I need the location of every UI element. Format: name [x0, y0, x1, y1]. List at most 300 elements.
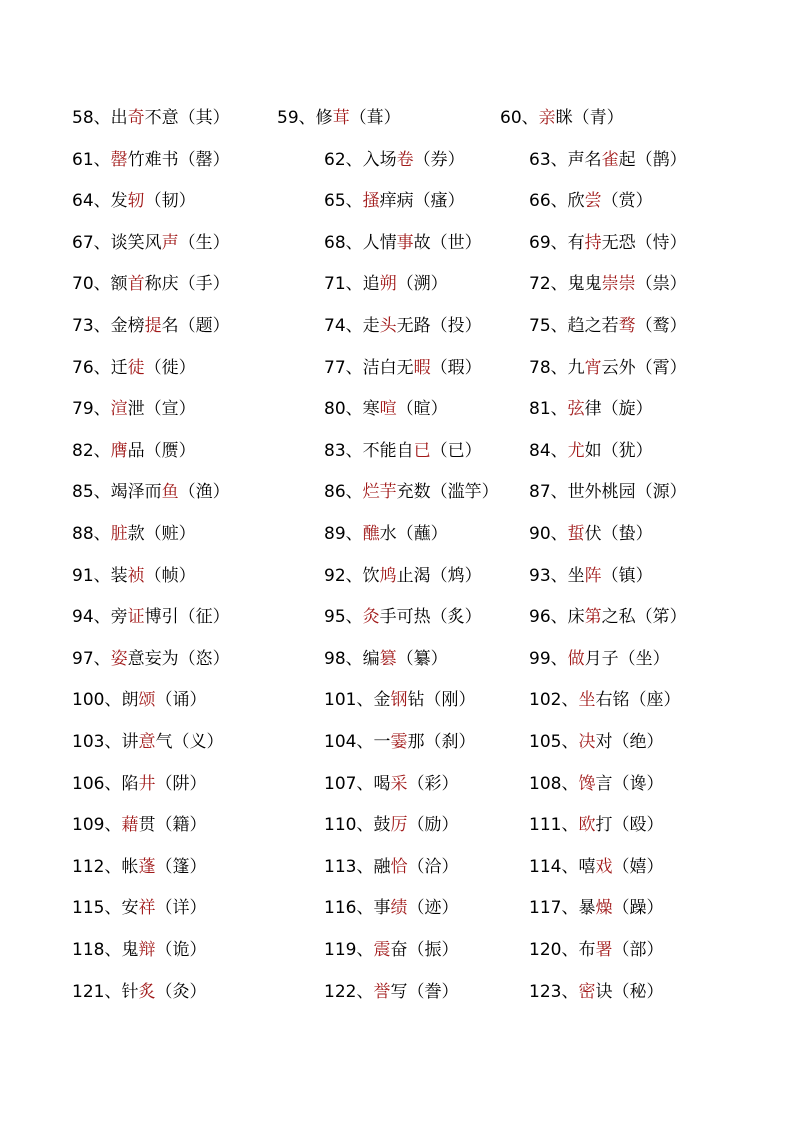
- item-number: 112、: [72, 857, 122, 877]
- item-text: 床: [567, 607, 585, 627]
- list-item: [324, 561, 482, 591]
- item-number: 60、: [500, 108, 539, 128]
- misspelled-char: 誉: [373, 982, 391, 1002]
- item-number: 72、: [529, 274, 568, 294]
- list-item: [72, 769, 206, 799]
- list-item: [72, 103, 230, 133]
- misspelled-char: 井: [138, 774, 156, 794]
- misspelled-char: 姿: [110, 649, 128, 669]
- misspelled-char: 崇崇: [601, 274, 636, 294]
- misspelled-char: 馋: [578, 774, 596, 794]
- list-item: [529, 685, 680, 715]
- entry-row: [0, 519, 794, 549]
- list-item: [324, 353, 482, 383]
- misspelled-char: 证: [127, 607, 145, 627]
- item-number: 122、: [324, 982, 374, 1002]
- item-text: 贯（籍）: [138, 815, 207, 835]
- item-text: （诡）: [155, 940, 207, 960]
- item-number: 104、: [324, 732, 374, 752]
- list-item: [72, 935, 206, 965]
- list-item: [529, 769, 663, 799]
- entry-row: [0, 145, 794, 175]
- list-item: [529, 519, 653, 549]
- misspelled-char: 决: [578, 732, 596, 752]
- list-item: [72, 685, 206, 715]
- item-text: 充数（滥竽）: [396, 482, 499, 502]
- item-number: 94、: [72, 607, 111, 627]
- item-text: （部）: [612, 940, 664, 960]
- item-text: （瑕）: [430, 358, 482, 378]
- misspelled-char: 亲: [538, 108, 556, 128]
- item-text: （镇）: [601, 566, 653, 586]
- item-text: （躁）: [612, 898, 664, 918]
- item-text: （洽）: [407, 857, 459, 877]
- item-text: 装: [110, 566, 128, 586]
- item-text: （彩）: [407, 774, 459, 794]
- list-item: [529, 311, 687, 341]
- item-text: 金: [373, 690, 391, 710]
- misspelled-char: 雀: [601, 150, 619, 170]
- entry-row: [0, 228, 794, 258]
- item-text: （嬉）: [612, 857, 664, 877]
- item-text: 针: [121, 982, 139, 1002]
- list-item: [529, 394, 653, 424]
- list-item: [324, 602, 482, 632]
- item-number: 108、: [529, 774, 579, 794]
- entry-row: [0, 977, 794, 1007]
- item-number: 75、: [529, 316, 568, 336]
- item-text: 鬼: [121, 940, 139, 960]
- item-text: 欣: [567, 191, 585, 211]
- item-text: 有: [567, 233, 585, 253]
- misspelled-char: 膺: [110, 441, 128, 461]
- misspelled-char: 头: [379, 316, 397, 336]
- misspelled-char: 朔: [379, 274, 397, 294]
- item-text: 一: [373, 732, 391, 752]
- list-item: [324, 269, 448, 299]
- item-text: 律（旋）: [584, 399, 653, 419]
- item-text: （生）: [178, 233, 230, 253]
- item-text: 钻（刚）: [407, 690, 476, 710]
- item-text: 月子（坐）: [584, 649, 670, 669]
- misspelled-char: 宵: [584, 358, 602, 378]
- list-item: [72, 644, 230, 674]
- item-text: 故（世）: [413, 233, 482, 253]
- item-text: 气（义）: [155, 732, 224, 752]
- list-item: [324, 436, 482, 466]
- item-text: 嘻: [578, 857, 596, 877]
- item-text: （诵）: [155, 690, 207, 710]
- list-item: [324, 769, 458, 799]
- item-number: 91、: [72, 566, 111, 586]
- item-number: 121、: [72, 982, 122, 1002]
- item-number: 79、: [72, 399, 111, 419]
- item-number: 77、: [324, 358, 363, 378]
- item-text: 发: [110, 191, 128, 211]
- item-number: 103、: [72, 732, 122, 752]
- misspelled-char: 欧: [578, 815, 596, 835]
- item-text: （溯）: [396, 274, 448, 294]
- misspelled-char: 辩: [138, 940, 156, 960]
- item-text: 编: [362, 649, 380, 669]
- item-number: 68、: [324, 233, 363, 253]
- item-number: 107、: [324, 774, 374, 794]
- item-text: 九: [567, 358, 585, 378]
- list-item: [72, 228, 230, 258]
- item-text: 饮: [362, 566, 380, 586]
- item-text: 人情: [362, 233, 397, 253]
- item-number: 92、: [324, 566, 363, 586]
- item-text: 布: [578, 940, 596, 960]
- entry-row: [0, 769, 794, 799]
- item-text: 品（赝）: [127, 441, 196, 461]
- list-item: [529, 602, 687, 632]
- item-text: 手可热（炙）: [379, 607, 482, 627]
- misspelled-char: 尝: [584, 191, 602, 211]
- misspelled-char: 已: [413, 441, 431, 461]
- item-text: 竹难书（罄）: [127, 150, 230, 170]
- list-item: [529, 269, 687, 299]
- misspelled-char: 霎: [390, 732, 408, 752]
- misspelled-char: 篡: [379, 649, 397, 669]
- item-text: 水（蘸）: [379, 524, 448, 544]
- item-number: 101、: [324, 690, 374, 710]
- list-item: [324, 145, 465, 175]
- item-number: 78、: [529, 358, 568, 378]
- item-text: 入场: [362, 150, 397, 170]
- item-text: 洁白无: [362, 358, 414, 378]
- item-text: 之私（笫）: [601, 607, 687, 627]
- misspelled-char: 阵: [584, 566, 602, 586]
- item-text: （灸）: [155, 982, 207, 1002]
- item-text: 博引（征）: [144, 607, 230, 627]
- misspelled-char: 炙: [138, 982, 156, 1002]
- item-number: 61、: [72, 150, 111, 170]
- item-text: 不意（其）: [144, 108, 230, 128]
- item-number: 87、: [529, 482, 568, 502]
- misspelled-char: 祥: [138, 898, 156, 918]
- item-text: 喝: [373, 774, 391, 794]
- misspelled-char: 脏: [110, 524, 128, 544]
- item-text: 暴: [578, 898, 596, 918]
- list-item: [72, 394, 196, 424]
- item-text: 旁: [110, 607, 128, 627]
- misspelled-char: 鸠: [379, 566, 397, 586]
- item-number: 113、: [324, 857, 374, 877]
- item-number: 81、: [529, 399, 568, 419]
- item-number: 118、: [72, 940, 122, 960]
- item-text: 伏（蛰）: [584, 524, 653, 544]
- item-number: 100、: [72, 690, 122, 710]
- misspelled-char: 罄: [110, 150, 128, 170]
- misspelled-char: 搔: [362, 191, 380, 211]
- entry-row: [0, 269, 794, 299]
- item-text: （迹）: [407, 898, 459, 918]
- misspelled-char: 绩: [390, 898, 408, 918]
- misspelled-char: 喧: [379, 399, 397, 419]
- misspelled-char: 提: [144, 316, 162, 336]
- item-text: 朗: [121, 690, 139, 710]
- misspelled-char: 烂芋: [362, 482, 397, 502]
- misspelled-char: 渲: [110, 399, 128, 419]
- item-number: 80、: [324, 399, 363, 419]
- list-item: [529, 145, 687, 175]
- misspelled-char: 厉: [390, 815, 408, 835]
- misspelled-char: 事: [396, 233, 414, 253]
- item-text: 竭泽而: [110, 482, 162, 502]
- item-number: 70、: [72, 274, 111, 294]
- item-number: 96、: [529, 607, 568, 627]
- misspelled-char: 奇: [127, 108, 145, 128]
- item-text: 声名: [567, 150, 602, 170]
- entry-row: [0, 394, 794, 424]
- list-item: [72, 810, 206, 840]
- misspelled-char: 密: [578, 982, 596, 1002]
- entry-row: [0, 186, 794, 216]
- item-text: 事: [373, 898, 391, 918]
- item-number: 67、: [72, 233, 111, 253]
- item-text: （韧）: [144, 191, 196, 211]
- misspelled-char: 意: [138, 732, 156, 752]
- list-item: [324, 810, 458, 840]
- item-text: （券）: [413, 150, 465, 170]
- item-text: 走: [362, 316, 380, 336]
- item-text: 鬼鬼: [567, 274, 602, 294]
- list-item: [72, 436, 196, 466]
- misspelled-char: 醮: [362, 524, 380, 544]
- item-text: 不能自: [362, 441, 414, 461]
- list-item: [72, 561, 196, 591]
- misspelled-char: 弦: [567, 399, 585, 419]
- list-item: [72, 269, 230, 299]
- entry-row: [0, 893, 794, 923]
- list-item: [72, 477, 230, 507]
- item-number: 95、: [324, 607, 363, 627]
- misspelled-char: 暇: [413, 358, 431, 378]
- list-item: [72, 353, 196, 383]
- item-number: 86、: [324, 482, 363, 502]
- item-text: 金榜: [110, 316, 145, 336]
- item-text: 额: [110, 274, 128, 294]
- item-text: 帐: [121, 857, 139, 877]
- misspelled-char: 颂: [138, 690, 156, 710]
- item-text: 如（犹）: [584, 441, 653, 461]
- list-item: [324, 727, 475, 757]
- item-number: 83、: [324, 441, 363, 461]
- item-text: 言（谗）: [595, 774, 664, 794]
- item-number: 74、: [324, 316, 363, 336]
- entry-row: [0, 602, 794, 632]
- list-item: [529, 353, 687, 383]
- misspelled-char: 卷: [396, 150, 414, 170]
- list-item: [529, 893, 663, 923]
- list-item: [324, 394, 448, 424]
- list-item: [529, 935, 663, 965]
- misspelled-char: 藉: [121, 815, 139, 835]
- list-item: [529, 977, 663, 1007]
- item-text: （励）: [407, 815, 459, 835]
- item-text: （赏）: [601, 191, 653, 211]
- list-item: [72, 727, 223, 757]
- list-item: [529, 852, 663, 882]
- list-item: [529, 727, 663, 757]
- item-text: 坐: [567, 566, 585, 586]
- misspelled-char: 尤: [567, 441, 585, 461]
- list-item: [529, 810, 663, 840]
- item-text: 追: [362, 274, 380, 294]
- entry-row: [0, 311, 794, 341]
- item-number: 85、: [72, 482, 111, 502]
- item-text: 世外桃园（源）: [567, 482, 687, 502]
- item-number: 69、: [529, 233, 568, 253]
- entry-row: [0, 810, 794, 840]
- item-text: 出: [110, 108, 128, 128]
- item-number: 98、: [324, 649, 363, 669]
- item-number: 84、: [529, 441, 568, 461]
- item-text: 右铭（座）: [595, 690, 681, 710]
- misspelled-char: 坐: [578, 690, 596, 710]
- item-number: 102、: [529, 690, 579, 710]
- item-text: （详）: [155, 898, 207, 918]
- misspelled-char: 蓬: [138, 857, 156, 877]
- item-text: 那（刹）: [407, 732, 476, 752]
- item-number: 64、: [72, 191, 111, 211]
- list-item: [324, 186, 465, 216]
- item-text: 陷: [121, 774, 139, 794]
- item-text: 起（鹊）: [618, 150, 687, 170]
- misspelled-char: 骛: [618, 316, 636, 336]
- item-text: 眯（青）: [555, 108, 624, 128]
- list-item: [529, 228, 687, 258]
- item-text: 泄（宣）: [127, 399, 196, 419]
- item-text: 谈笑风: [110, 233, 162, 253]
- misspelled-char: 声: [161, 233, 179, 253]
- item-text: 迁: [110, 358, 128, 378]
- misspelled-char: 采: [390, 774, 408, 794]
- item-text: 意妄为（恣）: [127, 649, 230, 669]
- item-number: 99、: [529, 649, 568, 669]
- item-number: 93、: [529, 566, 568, 586]
- list-item: [72, 145, 230, 175]
- item-number: 63、: [529, 150, 568, 170]
- misspelled-char: 戏: [595, 857, 613, 877]
- list-item: [277, 103, 401, 133]
- misspelled-char: 茸: [332, 108, 350, 128]
- item-number: 73、: [72, 316, 111, 336]
- item-number: 105、: [529, 732, 579, 752]
- misspelled-char: 钢: [390, 690, 408, 710]
- item-text: 痒病（瘙）: [379, 191, 465, 211]
- item-text: （葺）: [349, 108, 401, 128]
- item-number: 110、: [324, 815, 374, 835]
- misspelled-char: 祯: [127, 566, 145, 586]
- item-number: 119、: [324, 940, 374, 960]
- entry-row: [0, 477, 794, 507]
- list-item: [529, 644, 670, 674]
- misspelled-char: 署: [595, 940, 613, 960]
- item-text: 安: [121, 898, 139, 918]
- misspelled-char: 灸: [362, 607, 380, 627]
- item-text: 打（殴）: [595, 815, 664, 835]
- entry-row: [0, 103, 794, 133]
- item-text: （徙）: [144, 358, 196, 378]
- list-item: [72, 186, 196, 216]
- item-text: 修: [315, 108, 333, 128]
- list-item: [324, 228, 482, 258]
- item-number: 117、: [529, 898, 579, 918]
- item-number: 109、: [72, 815, 122, 835]
- item-text: 融: [373, 857, 391, 877]
- entry-row: [0, 727, 794, 757]
- item-text: （祟）: [635, 274, 687, 294]
- misspelled-char: 燥: [595, 898, 613, 918]
- item-text: （鹜）: [635, 316, 687, 336]
- item-text: 对（绝）: [595, 732, 664, 752]
- item-text: 讲: [121, 732, 139, 752]
- item-number: 111、: [529, 815, 579, 835]
- item-number: 71、: [324, 274, 363, 294]
- item-text: 寒: [362, 399, 380, 419]
- item-number: 120、: [529, 940, 579, 960]
- list-item: [72, 977, 206, 1007]
- item-text: （渔）: [178, 482, 230, 502]
- item-text: 写（誊）: [390, 982, 459, 1002]
- item-number: 116、: [324, 898, 374, 918]
- item-text: 无路（投）: [396, 316, 482, 336]
- item-text: 款（赃）: [127, 524, 196, 544]
- item-text: 止渴（鸩）: [396, 566, 482, 586]
- item-text: （篷）: [155, 857, 207, 877]
- item-number: 114、: [529, 857, 579, 877]
- item-text: （已）: [430, 441, 482, 461]
- list-item: [324, 852, 458, 882]
- item-number: 97、: [72, 649, 111, 669]
- list-item: [324, 893, 458, 923]
- list-item: [72, 311, 230, 341]
- misspelled-char: 徒: [127, 358, 145, 378]
- misspelled-char: 蜇: [567, 524, 585, 544]
- entry-row: [0, 561, 794, 591]
- item-number: 76、: [72, 358, 111, 378]
- misspelled-char: 恰: [390, 857, 408, 877]
- list-item: [500, 103, 624, 133]
- item-number: 82、: [72, 441, 111, 461]
- item-text: 名（题）: [161, 316, 230, 336]
- item-text: 云外（霄）: [601, 358, 687, 378]
- list-item: [72, 893, 206, 923]
- list-item: [72, 602, 230, 632]
- misspelled-char: 震: [373, 940, 391, 960]
- list-item: [529, 436, 653, 466]
- item-number: 65、: [324, 191, 363, 211]
- item-text: 趋之若: [567, 316, 619, 336]
- item-text: （纂）: [396, 649, 448, 669]
- list-item: [529, 561, 653, 591]
- item-text: （帧）: [144, 566, 196, 586]
- list-item: [72, 852, 206, 882]
- list-item: [324, 477, 499, 507]
- list-item: [324, 977, 458, 1007]
- entry-row: [0, 852, 794, 882]
- list-item: [324, 935, 458, 965]
- entry-row: [0, 644, 794, 674]
- item-number: 58、: [72, 108, 111, 128]
- entry-row: [0, 935, 794, 965]
- misspelled-char: 第: [584, 607, 602, 627]
- item-number: 90、: [529, 524, 568, 544]
- item-text: （暄）: [396, 399, 448, 419]
- list-item: [529, 186, 653, 216]
